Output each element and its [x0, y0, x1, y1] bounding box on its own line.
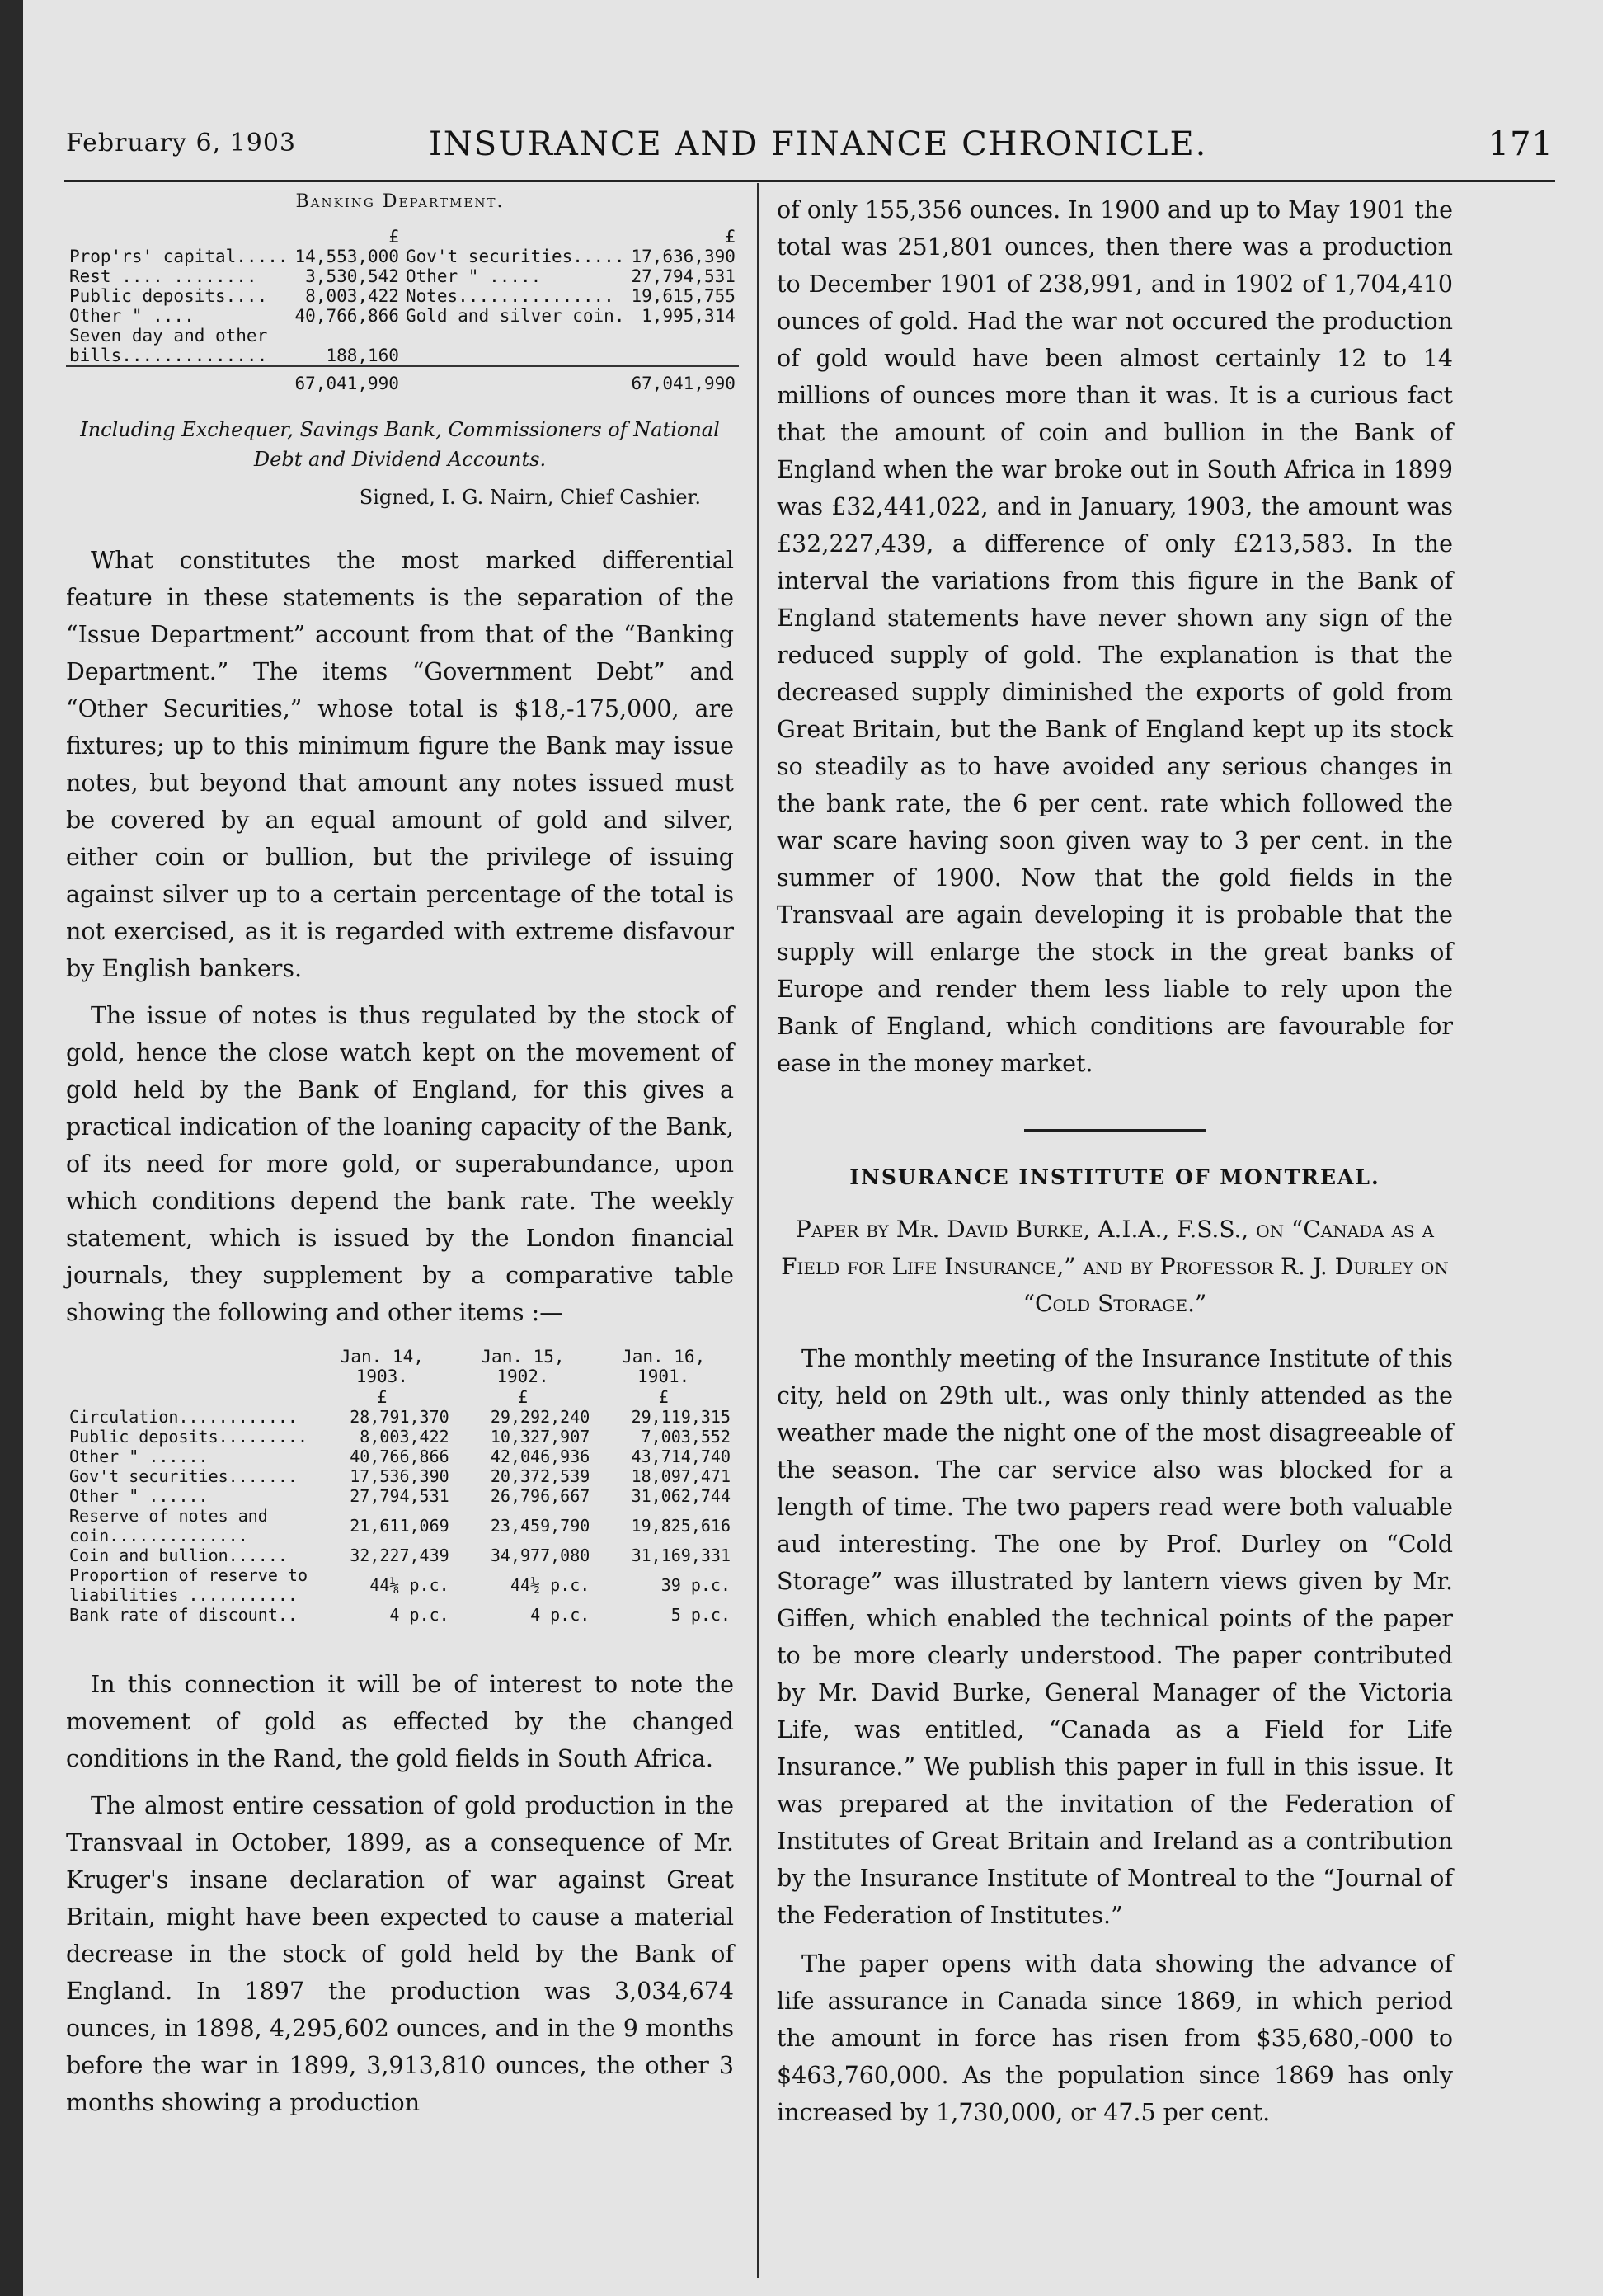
banking-totals-row	[66, 366, 739, 393]
table-row	[66, 1466, 734, 1486]
issue-date: February 6, 1903	[66, 129, 297, 158]
cell-value: 18,097,471	[631, 1466, 731, 1486]
paragraph: of only 155,356 ounces. In 1900 and up to May 1901 the total was 251,801 ounces, then there was a production to December 1901 of 238,991, and in 1902 of 1,704,410 ounces of gold. Had the war not occured the production of gold would have been almost certainly 12 to 14 millions of ounces more than it was. It is a curious fact that the amount of coin and bullion in the Bank of England when the war broke out in South Africa in 1899 was £32,441,022, and in January, 1903, the amount was £32,227,439, a difference of only £213,583. In the interval the variations from this figure in the Bank of England statements have never shown any sign of the reduced supply of gold. The explanation is that the decreased supply diminished the exports of gold from Great Britain, but the Bank of England kept up its stock so steadily as to have avoided any serious changes in the bank rate, the 6 per cent. rate which followed the war scare having soon given way to 3 per cent. in the summer of 1900. Now that the gold fields in the Transvaal are again developing it is probable that the supply will enlarge the stock in the great banks of Europe and render them less liable to rely upon the Bank of England, which conditions are favourable for ease in the money market.	[777, 196, 1453, 1077]
row-label: Public deposits.........	[69, 1427, 308, 1447]
asset-label: Other " .....	[405, 266, 542, 286]
row-label: Bank rate of discount..	[69, 1605, 298, 1625]
asset-value: 1,995,314	[642, 306, 736, 326]
row-label: Reserve of notes and coin..............	[69, 1506, 268, 1546]
column-header: Jan. 14, 1903.	[340, 1347, 424, 1386]
currency-symbol: £	[388, 227, 399, 247]
row-label: Coin and bullion......	[69, 1546, 288, 1565]
article-title: INSURANCE INSTITUTE OF MONTREAL.	[849, 1165, 1380, 1189]
banking-note-line: Debt and Dividend Accounts.	[253, 448, 547, 471]
liabilities-total: 67,041,990	[292, 366, 402, 393]
cell-value: 20,372,539	[490, 1466, 590, 1486]
asset-value	[628, 346, 738, 366]
banking-note-line: Including Exchequer, Savings Bank, Commissioners of National	[80, 418, 720, 441]
asset-label	[402, 346, 628, 366]
paragraph: What constitutes the most marked differential feature in these statements is the separation of the “Issue Department” account from that of the “Banking Department.” The items “Government Debt” and “Other Securities,” whose total is $18,-175,000, are fixtures; up to this minimum figure the Bank may issue notes, but beyond that amount any notes issued must be covered by an equal amount of gold and silver, either coin or bullion, but the privilege of issuing against silver up to a certain percentage of the total is not exercised, as it is regarded with extreme disfavour by English bankers.	[66, 547, 734, 982]
header-rule	[64, 180, 1555, 182]
signature-line: Signed, I. G. Nairn, Chief Cashier.	[359, 486, 701, 509]
right-column	[777, 191, 1453, 2131]
column-header: Jan. 15, 1902.	[481, 1347, 565, 1386]
banking-statement-table	[66, 227, 739, 393]
asset-value: 17,636,390	[631, 247, 736, 266]
cell-value: 7,003,552	[641, 1427, 731, 1447]
row-label: Gov't securities.......	[69, 1466, 298, 1486]
table-row	[66, 1486, 734, 1506]
paragraph: In this connection it will be of interest to note the movement of gold as effected by the changed conditions in the Rand, the gold fields in South Africa.	[66, 1671, 734, 1772]
liability-label: Prop'rs' capital.....	[69, 247, 289, 266]
banking-row	[66, 326, 739, 346]
banking-row	[66, 266, 739, 286]
asset-label	[402, 326, 628, 346]
column-header: Jan. 16, 1901.	[622, 1347, 706, 1386]
left-column	[66, 191, 734, 2121]
cell-value: 42,046,936	[490, 1447, 590, 1466]
liability-value: 40,766,866	[294, 306, 399, 326]
asset-label: Gold and silver coin.	[405, 306, 625, 326]
cell-value: 5 p.c.	[670, 1605, 731, 1625]
cell-value: 10,327,907	[490, 1427, 590, 1447]
table-row	[66, 1565, 734, 1605]
row-label: Proportion of reserve to liabilities ...........	[69, 1565, 308, 1605]
cell-value: 31,062,744	[631, 1486, 731, 1506]
banking-row	[66, 346, 739, 366]
liability-label: Seven day and other	[69, 326, 268, 346]
cell-value: 40,766,866	[350, 1447, 449, 1466]
comparative-table	[66, 1346, 734, 1625]
currency-symbol: £	[377, 1387, 388, 1407]
cell-value: 34,977,080	[490, 1546, 590, 1565]
banking-row	[66, 247, 739, 266]
cell-value: 27,794,531	[350, 1486, 449, 1506]
liability-value: 3,530,542	[305, 266, 399, 286]
liability-label: bills..............	[69, 346, 268, 365]
liability-label: Rest .... ........	[69, 266, 257, 286]
cell-value: 4 p.c.	[389, 1605, 449, 1625]
table-row	[66, 1427, 734, 1447]
asset-value	[628, 326, 738, 346]
cell-value: 26,796,667	[490, 1486, 590, 1506]
paragraph: The almost entire cessation of gold production in the Transvaal in October, 1899, as a consequence of Mr. Kruger's insane declaration of war against Great Britain, might have been expected to cause a material decrease in the stock of gold held by the Bank of England. In 1897 the production was 3,034,674 ounces, in 1898, 4,295,602 ounces, and in the 9 months before the war in 1899, 3,913,810 ounces, the other 3 months showing a production	[66, 1792, 734, 2116]
table-row	[66, 1605, 734, 1625]
banking-row	[66, 286, 739, 306]
cell-value: 39 p.c.	[660, 1575, 731, 1595]
paragraph: The monthly meeting of the Insurance Institute of this city, held on 29th ult., was only thinly attended as the weather made the night one of the most disagreeable of the season. The car service also was blocked for a length of time. The two papers read were both valuable aud interesting. The one by Prof. Durley on “Cold Storage” was illustrated by lantern views given by Mr. Giffen, which enabled the technical points of the paper to be more clearly understood. The paper contributed by Mr. David Burke, General Manager of the Victoria Life, was entitled, “Canada as a Field for Life Insurance.” We publish this paper in full in this issue. It was prepared at the invitation of the Federation of Institutes of Great Britain and Ireland as a contribution by the Insurance Institute of Montreal to the “Journal of the Federation of Institutes.”	[777, 1345, 1453, 1929]
cell-value: 23,459,790	[490, 1516, 590, 1536]
row-label: Other " ......	[69, 1447, 209, 1466]
table-row	[66, 1407, 734, 1427]
cell-value: 8,003,422	[360, 1427, 449, 1447]
cell-value: 44⅛ p.c.	[369, 1575, 449, 1595]
section-ornament	[777, 1115, 1453, 1144]
cell-value: 43,714,740	[631, 1447, 731, 1466]
asset-value: 19,615,755	[631, 286, 736, 306]
liability-value: 14,553,000	[294, 247, 399, 266]
currency-symbol: £	[658, 1387, 669, 1407]
cell-value: 19,825,616	[631, 1516, 731, 1536]
asset-label: Notes...............	[405, 286, 614, 306]
asset-value: 27,794,531	[631, 266, 736, 286]
cell-value: 4 p.c.	[530, 1605, 590, 1625]
assets-total: 67,041,990	[628, 366, 738, 393]
cell-value: 28,791,370	[350, 1407, 449, 1427]
publication-title: INSURANCE AND FINANCE CHRONICLE.	[429, 125, 1208, 163]
cell-value: 29,119,315	[631, 1407, 731, 1427]
table-row	[66, 1546, 734, 1565]
banking-department-heading: Banking Department.	[295, 191, 505, 212]
cell-value: 29,292,240	[490, 1407, 590, 1427]
liability-value	[292, 326, 402, 346]
row-label: Other " ......	[69, 1486, 209, 1506]
page-number: 171	[1488, 125, 1554, 163]
liability-value: 188,160	[326, 346, 399, 365]
cell-value: 44½ p.c.	[510, 1575, 590, 1595]
liability-value: 8,003,422	[305, 286, 399, 306]
table-row	[66, 1506, 734, 1546]
liability-label: Other " ....	[69, 306, 195, 326]
currency-symbol: £	[725, 227, 736, 247]
banking-note	[66, 415, 734, 474]
banking-row	[66, 306, 739, 326]
row-label: Circulation............	[69, 1407, 298, 1427]
paragraph: The paper opens with data showing the advance of life assurance in Canada since 1869, in which period the amount in force has risen from $35,680,-000 to $463,760,000. As the population since 1869 has only increased by 1,730,000, or 47.5 per cent.	[777, 1950, 1453, 2126]
cell-value: 31,169,331	[631, 1546, 731, 1565]
article-subtitle: Paper by Mr. David Burke, A.I.A., F.S.S., on “Canada as a Field for Life Insurance,” and by Professor R. J. Durley on “Cold Storage.”	[781, 1216, 1449, 1317]
currency-symbol: £	[517, 1387, 528, 1407]
asset-label: Gov't securities.....	[405, 247, 625, 266]
cell-value: 21,611,069	[350, 1516, 449, 1536]
page-header	[66, 117, 1554, 175]
cell-value: 17,536,390	[350, 1466, 449, 1486]
ornament-rule	[1024, 1129, 1206, 1132]
liability-label: Public deposits....	[69, 286, 268, 306]
newspaper-page	[23, 0, 1603, 2296]
cell-value: 32,227,439	[350, 1546, 449, 1565]
column-divider	[757, 183, 759, 2278]
table-row	[66, 1447, 734, 1466]
paragraph: The issue of notes is thus regulated by the stock of gold, hence the close watch kept on the movement of gold held by the Bank of England, for this gives a practical indication of the loaning capacity of the Bank, of its need for more gold, or superabundance, upon which conditions depend the bank rate. The weekly statement, which is issued by the London financial journals, they supplement by a comparative table showing the following and other items :—	[66, 1002, 734, 1326]
